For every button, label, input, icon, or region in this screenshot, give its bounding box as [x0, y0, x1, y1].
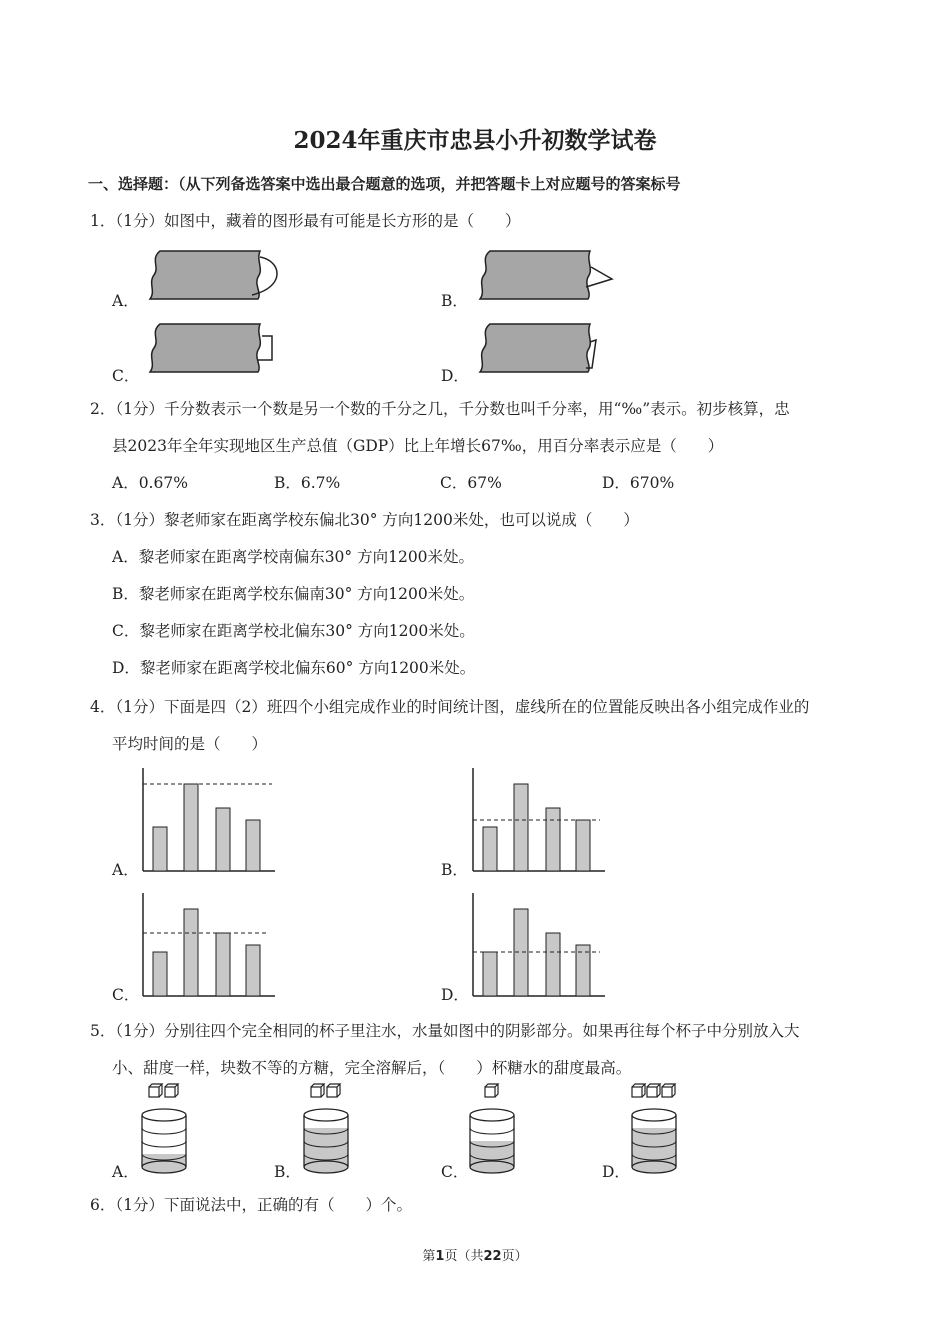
q5-cup-c — [466, 1084, 522, 1176]
question-2-line-1: 2．（1分）千分数表示一个数是另一个数的千分之几，千分数也叫千分率，用“‰”表示。初步核算，忠 — [90, 400, 790, 418]
footer-mid: 页（共 — [444, 1249, 484, 1264]
q4a-bar-1 — [153, 827, 167, 871]
q5-label-c: C． — [441, 1163, 469, 1181]
q2-option-d: D．670% — [602, 474, 675, 492]
q4-label-d: D． — [441, 986, 469, 1004]
q4d-bar-4 — [576, 945, 590, 996]
footer-suffix: 页） — [501, 1249, 528, 1264]
footer-total-pages: 22 — [483, 1249, 502, 1264]
q4c-bar-2 — [184, 909, 198, 996]
q4-label-c: C． — [112, 986, 140, 1004]
q5-label-d: D． — [602, 1163, 630, 1181]
q5-label-a: A． — [112, 1163, 139, 1181]
question-2-line-2: 县2023年全年实现地区生产总值（GDP）比上年增长67‰，用百分率表示应是（ ） — [112, 437, 724, 455]
q1-figure-c — [140, 318, 300, 380]
q3-option-a: A．黎老师家在距离学校南偏东30° 方向1200米处。 — [112, 548, 475, 566]
q5-cup-a — [138, 1084, 194, 1176]
q4-chart-c — [140, 893, 280, 997]
q3-option-d: D．黎老师家在距离学校北偏东60° 方向1200米处。 — [112, 659, 476, 677]
q4-chart-d — [470, 893, 610, 997]
q5-cup-b — [300, 1084, 356, 1176]
q4b-bar-4 — [576, 820, 590, 871]
q4-label-a: A． — [112, 861, 139, 879]
q1-label-b: B． — [441, 292, 468, 310]
q5-label-b: B． — [274, 1163, 301, 1181]
q2-option-a: A．0.67% — [112, 474, 188, 492]
q1-label-a: A． — [112, 292, 139, 310]
q4b-bar-1 — [483, 827, 497, 871]
q4c-bar-4 — [246, 945, 260, 996]
question-6-text: 6．（1分）下面说法中，正确的有（ ）个。 — [90, 1196, 412, 1214]
q4c-bar-3 — [216, 933, 230, 996]
q1-label-d: D． — [441, 367, 469, 385]
q4c-bar-1 — [153, 952, 167, 996]
question-4-line-1: 4．（1分）下面是四（2）班四个小组完成作业的时间统计图，虚线所在的位置能反映出各小组完成作业的 — [90, 698, 810, 716]
q4-label-b: B． — [441, 861, 468, 879]
question-1-text: 1．（1分）如图中，藏着的图形最有可能是长方形的是（ ） — [90, 212, 521, 230]
q3-option-c: C．黎老师家在距离学校北偏东30° 方向1200米处。 — [112, 622, 475, 640]
q1-figure-a — [140, 243, 300, 305]
q4d-bar-1 — [483, 952, 497, 996]
footer-prefix: 第 — [422, 1249, 436, 1264]
q4a-bar-4 — [246, 820, 260, 871]
q2-option-c: C．67% — [440, 474, 502, 492]
q3-option-b: B．黎老师家在距离学校东偏南30° 方向1200米处。 — [112, 585, 475, 603]
q4a-bar-3 — [216, 808, 230, 871]
q4d-bar-3 — [546, 933, 560, 996]
q2-option-b: B．6.7% — [274, 474, 341, 492]
q4-chart-b — [470, 768, 610, 872]
q1-figure-d — [470, 318, 630, 380]
section-heading: 一、选择题：（从下列备选答案中选出最合题意的选项，并把答题卡上对应题号的答案标号 — [88, 175, 681, 193]
question-4-line-2: 平均时间的是（ ） — [112, 735, 268, 753]
question-5-line-2: 小、甜度一样，块数不等的方糖，完全溶解后，（ ）杯糖水的甜度最高。 — [112, 1059, 632, 1077]
q4-chart-a — [140, 768, 280, 872]
q1-figure-b — [470, 243, 630, 305]
question-5-line-1: 5．（1分）分别往四个完全相同的杯子里注水，水量如图中的阴影部分。如果再往每个杯子中分别放入大 — [90, 1022, 800, 1040]
q1-label-c: C． — [112, 367, 140, 385]
page-title: 2024年重庆市忠县小升初数学试卷 — [293, 127, 657, 154]
footer-page-number: 1 — [435, 1249, 445, 1264]
q5-cup-d — [628, 1084, 684, 1176]
question-3-text: 3．（1分）黎老师家在距离学校东偏北30° 方向1200米处，也可以说成（ ） — [90, 511, 639, 529]
q4b-bar-3 — [546, 808, 560, 871]
q4a-bar-2 — [184, 784, 198, 871]
q4b-bar-2 — [514, 784, 528, 871]
page-footer — [0, 1245, 950, 1264]
